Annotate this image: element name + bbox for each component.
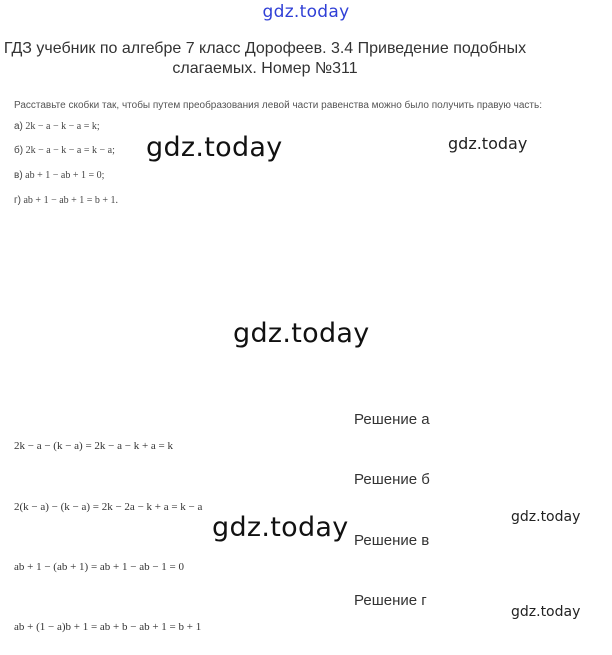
page-title: ГДЗ учебник по алгебре 7 класс Дорофеев. 3.4 Приведение подобных слагаемых. Номер №311	[3, 40, 527, 77]
task-item-v	[14, 170, 104, 181]
solution-heading-g: Решение г	[354, 592, 427, 609]
watermark-text: gdz.today	[146, 132, 283, 163]
solution-math-v: ab + 1 − (ab + 1) = ab + 1 − ab − 1 = 0	[14, 561, 184, 573]
task-item-g	[14, 195, 118, 206]
task-item-a	[14, 121, 100, 132]
solution-heading-v: Решение в	[354, 532, 430, 549]
task-item-letter: б)	[14, 145, 24, 156]
task-item-letter: г)	[14, 195, 21, 206]
task-item-b	[14, 145, 115, 156]
task-item-expression: 2k − a − k − a = k − a;	[25, 145, 115, 156]
solution-math-g: ab + (1 − a)b + 1 = ab + b − ab + 1 = b + 1	[14, 621, 202, 633]
task-item-expression: ab + 1 − ab + 1 = b + 1.	[23, 195, 119, 206]
watermark-text: gdz.today	[448, 134, 528, 153]
watermark-text: gdz.today	[233, 318, 370, 349]
watermark-text: gdz.today	[511, 509, 581, 525]
solution-math-a: 2k − a − (k − a) = 2k − a − k + a = k	[14, 440, 173, 452]
solution-math-b: 2(k − a) − (k − a) = 2k − 2a − k + a = k − a	[14, 501, 203, 513]
watermark-text: gdz.today	[212, 512, 349, 543]
task-item-expression: ab + 1 − ab + 1 = 0;	[25, 170, 105, 181]
watermark-text: gdz.today	[511, 604, 581, 620]
solution-heading-b: Решение б	[354, 471, 430, 488]
task-item-expression: 2k − a − k − a = k;	[25, 121, 100, 132]
task-item-letter: в)	[14, 170, 23, 181]
site-logo[interactable]: gdz.today	[262, 2, 350, 22]
solution-heading-a: Решение а	[354, 411, 430, 428]
task-item-letter: а)	[14, 121, 23, 132]
task-instruction: Расставьте скобки так, чтобы путем преобразования левой части равенства можно было получить правую часть:	[14, 100, 542, 111]
